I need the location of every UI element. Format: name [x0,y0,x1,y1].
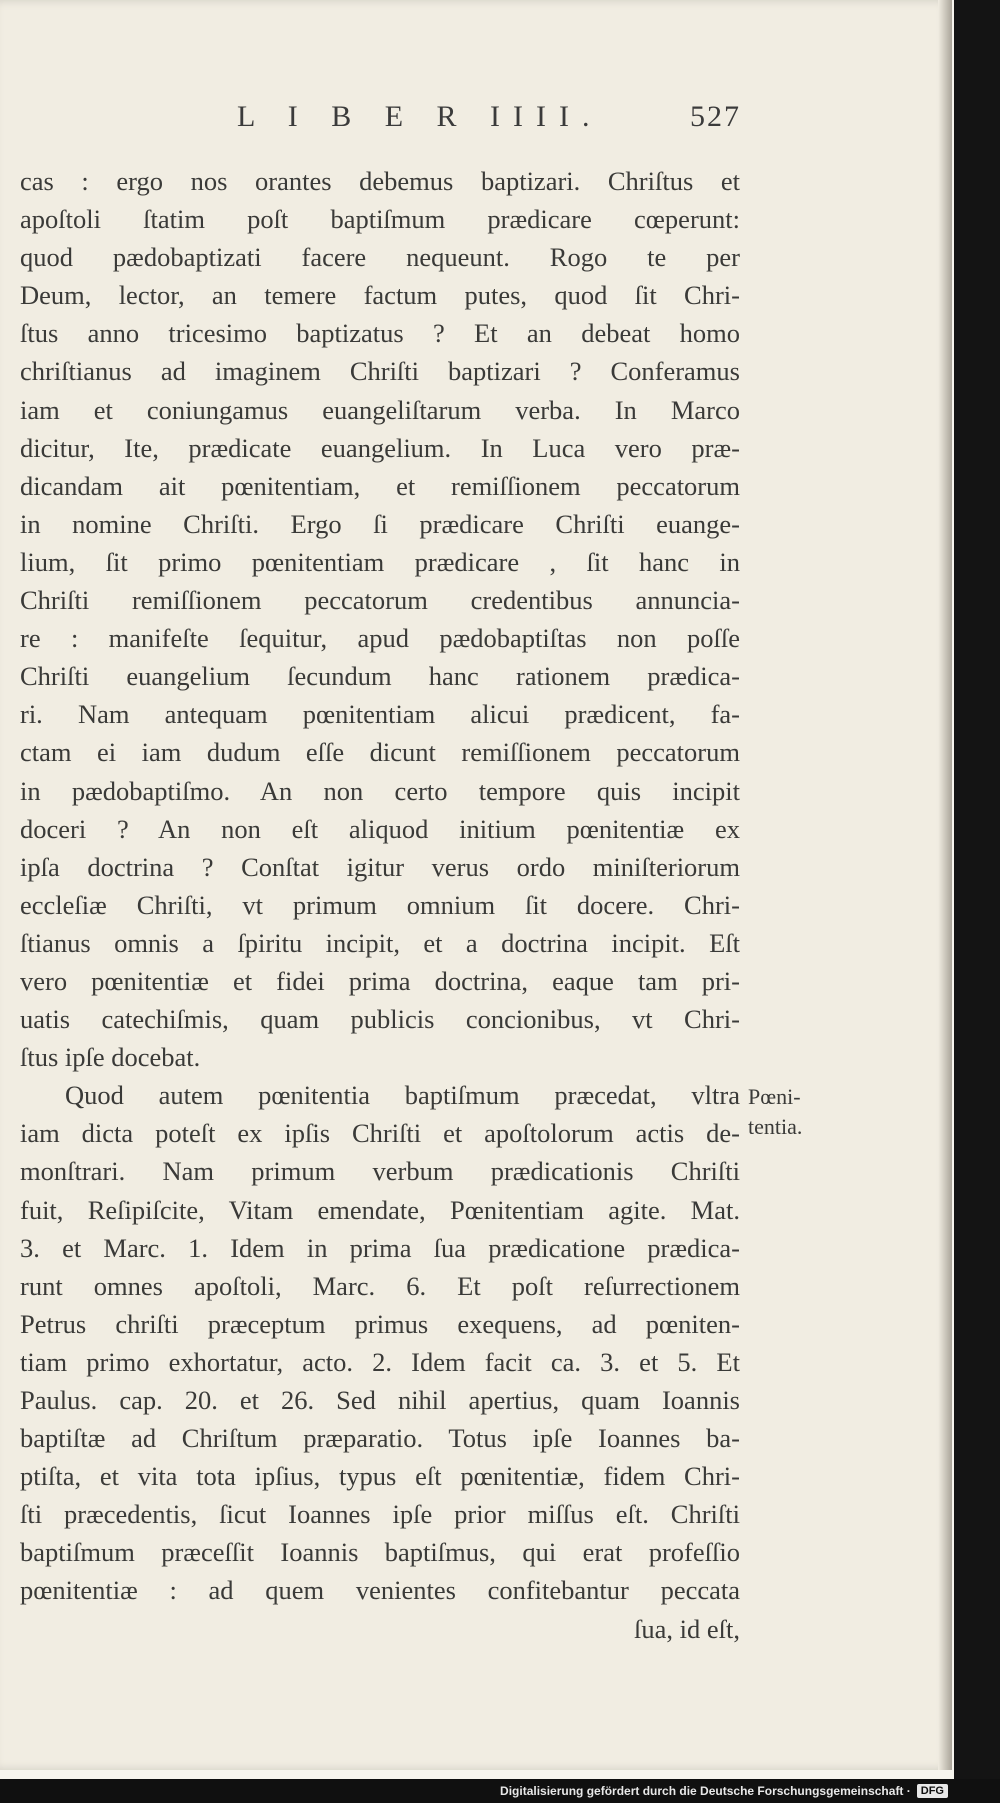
text-line: baptiſtæ ad Chriſtum præparatio. Totus ipſe Ioannes ba- [20,1423,740,1454]
page-number: 527 [690,100,741,133]
text-line: runt omnes apoſtoli, Marc. 6. Et poſt reſurrectionem [20,1270,740,1301]
text-line: ri. Nam antequam pœnitentiam alicui prædicent, fa- [20,699,740,730]
text-line: ipſa doctrina ? Conſtat igitur verus ordo miniſteriorum [20,851,740,882]
text-line: uatis catechiſmis, quam publicis concionibus, vt Chri- [20,1004,740,1035]
text-line: monſtrari. Nam primum verbum prædicationis Chriſti [20,1156,740,1187]
text-line: iam et coniungamus euangeliſtarum verba. In Marco [20,394,740,425]
text-line: in pædobaptiſmo. An non certo tempore quis incipit [20,775,740,806]
credit-text: Digitalisierung gefördert durch die Deutsche Forschungsgemeinschaft · [500,1784,911,1798]
text-line: vero pœnitentiæ et fidei prima doctrina, eaque tam pri- [20,965,740,996]
text-line: cas : ergo nos orantes debemus baptizari. Chriſtus et [20,166,740,196]
marginal-note-line: tentia. [748,1114,803,1139]
text-line: dicitur, Ite, prædicate euangelium. In Luca vero præ- [20,432,740,463]
catchword: ſua, id eſt, [634,1613,740,1644]
text-line: quod pædobaptizati facere nequeunt. Rogo te per [20,242,740,273]
text-line: re : manifeſte ſequitur, apud pædobaptiſtas non poſſe [20,623,740,654]
scan-border [954,0,1000,1803]
running-head [237,100,741,144]
paragraph-start-line: Quod autem pœnitentia baptiſmum præcedat, vltra [65,1080,740,1111]
digitization-credit [500,1779,954,1803]
text-line: doceri ? An non eſt aliquod initium pœnitentiæ ex [20,813,740,844]
text-line: chriſtianus ad imaginem Chriſti baptizari ? Conferamus [20,356,740,387]
text-line: iam dicta poteſt ex ipſis Chriſti et apoſtolorum actis de- [20,1118,740,1149]
text-line: Chriſti euangelium ſecundum hanc rationem prædica- [20,661,740,692]
dfg-logo: DFG [917,1784,948,1798]
text-line: Deum, lector, an temere factum putes, quod ſit Chri- [20,280,740,311]
text-line: in nomine Chriſti. Ergo ſi prædicare Chriſti euange- [20,508,740,539]
text-line: fuit, Reſipiſcite, Vitam emendate, Pœnitentiam agite. Mat. [20,1194,740,1225]
body-text [20,162,740,1648]
text-line: pœnitentiæ : ad quem venientes confitebantur peccata [20,1575,740,1606]
running-title: L I B E R IIII. [237,100,603,133]
marginal-note-line: Pœni- [748,1084,801,1109]
text-line: ſtus anno tricesimo baptizatus ? Et an debeat homo [20,318,740,349]
text-line: lium, ſit primo pœnitentiam prædicare , ſit hanc in [20,546,740,577]
text-line: Chriſti remiſſionem peccatorum credentibus annuncia- [20,585,740,616]
text-line: ſtus ipſe docebat. [20,1042,201,1073]
text-line: ſtianus omnis a ſpiritu incipit, et a doctrina incipit. Eſt [20,927,740,958]
text-line: baptiſmum præceſſit Ioannis baptiſmus, qui erat profeſſio [20,1537,740,1568]
text-line: Paulus. cap. 20. et 26. Sed nihil apertius, quam Ioannis [20,1385,740,1415]
text-line: eccleſiæ Chriſti, vt primum omnium ſit docere. Chri- [20,889,740,920]
text-line: 3. et Marc. 1. Idem in prima ſua prædicatione prædica- [20,1232,740,1263]
text-line: ctam ei iam dudum eſſe dicunt remiſſionem peccatorum [20,737,740,768]
page-edge-shadow [938,0,952,1770]
text-line: dicandam ait pœnitentiam, et remiſſionem peccatorum [20,470,740,501]
text-line: ptiſta, et vita tota ipſius, typus eſt pœnitentiæ, fidem Chri- [20,1461,740,1492]
marginal-note [748,1082,822,1142]
text-line: tiam primo exhortatur, acto. 2. Idem facit ca. 3. et 5. Et [20,1346,740,1377]
text-line: Petrus chriſti præceptum primus exequens, ad pœniten- [20,1308,740,1339]
text-line: apoſtoli ſtatim poſt baptiſmum prædicare cœperunt: [20,204,740,235]
text-line: ſti præcedentis, ſicut Ioannes ipſe prior miſſus eſt. Chriſti [20,1499,740,1530]
